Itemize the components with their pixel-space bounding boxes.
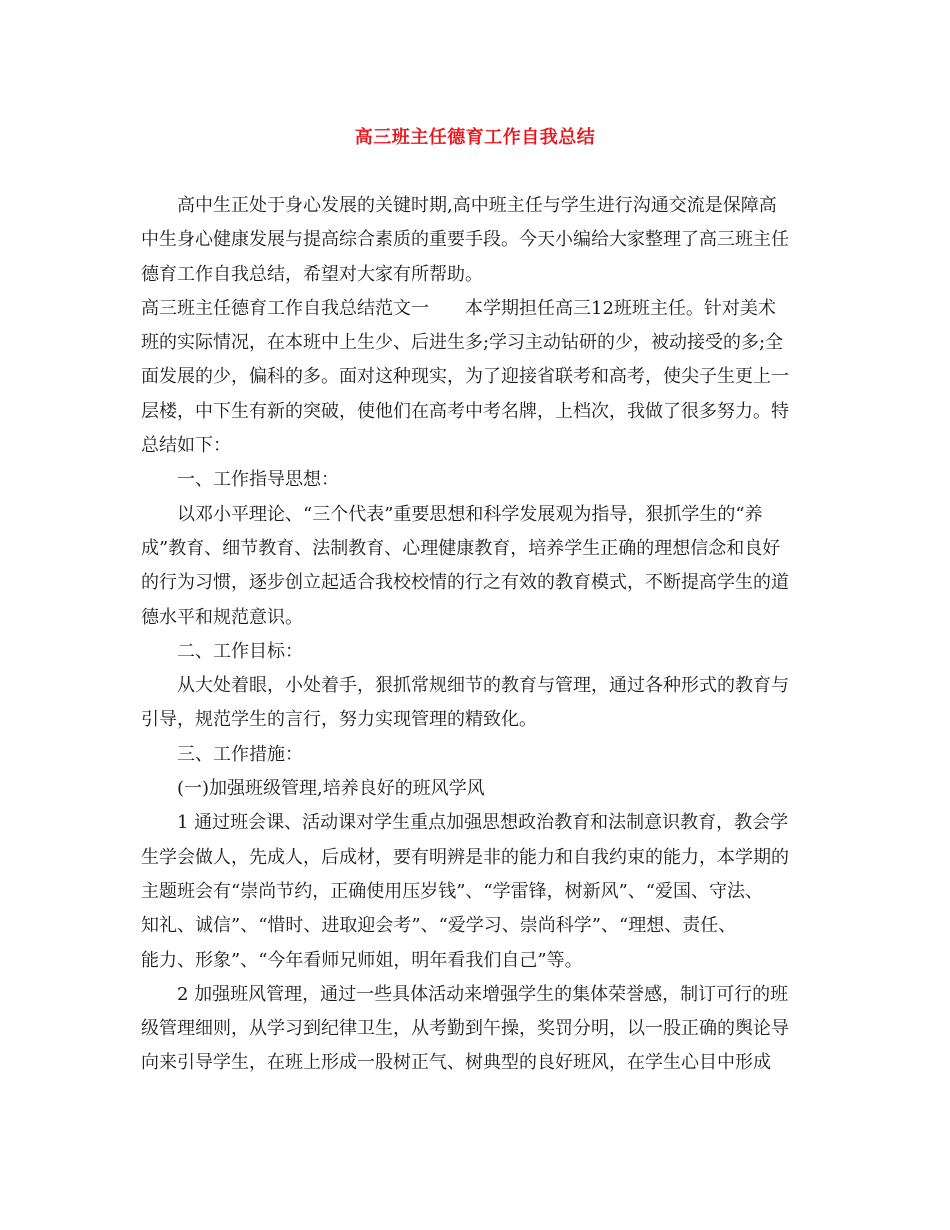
text-line: 高三班主任德育工作自我总结范文一 本学期担任高三12班班主任。针对美术 — [141, 297, 776, 319]
text-line: 级管理细则，从学习到纪律卫生，从考勤到午操，奖罚分明，以一股正确的舆论导 — [141, 1018, 789, 1040]
text-line: 1 通过班会课、活动课对学生重点加强思想政治教育和法制意识教育，教会学 — [177, 812, 789, 834]
text-line: 引导，规范学生的言行，努力实现管理的精致化。 — [141, 709, 537, 731]
text-line: 主题班会有“崇尚节约，正确使用压岁钱”、“学雷锋，树新风”、“爱国、守法、 — [141, 880, 764, 902]
text-line: 层楼，中下生有新的突破，使他们在高考中考名牌，上档次，我做了很多努力。特 — [141, 400, 789, 422]
text-line: 中生身心健康发展与提高综合素质的重要手段。今天小编给大家整理了高三班主任 — [141, 229, 789, 251]
text-line: 德水平和规范意识。 — [141, 606, 303, 628]
text-line: 2 加强班风管理，通过一些具体活动来增强学生的集体荣誉感，制订可行的班 — [177, 983, 789, 1005]
text-line: 知礼、诚信”、“惜时、进取迎会考”、“爱学习、崇尚科学”、“理想、责任、 — [141, 915, 737, 937]
text-line: 德育工作自我总结，希望对大家有所帮助。 — [141, 263, 483, 285]
text-line: 的行为习惯，逐步创立起适合我校校情的行之有效的教育模式，不断提高学生的道 — [141, 572, 789, 594]
text-line: 高中生正处于身心发展的关键时期,高中班主任与学生进行沟通交流是保障高 — [177, 195, 777, 216]
text-line: 能力、形象”、“今年看师兄师姐，明年看我们自己”等。 — [141, 949, 583, 971]
text-line: 从大处着眼，小处着手，狠抓常规细节的教育与管理，通过各种形式的教育与 — [177, 675, 789, 697]
text-line: 生学会做人，先成人，后成材，要有明辨是非的能力和自我约束的能力，本学期的 — [141, 846, 789, 868]
document-title: 高三班主任德育工作自我总结 — [354, 127, 596, 148]
text-line: 以邓小平理论、“三个代表”重要思想和科学发展观为指导，狠抓学生的“养 — [177, 503, 763, 525]
text-line: 三、工作措施： — [177, 743, 303, 765]
text-line: (一)加强班级管理,培养良好的班风学风 — [177, 778, 485, 800]
text-line: 二、工作目标： — [177, 640, 303, 662]
text-line: 面发展的少，偏科的多。面对这种现实，为了迎接省联考和高考，使尖子生更上一 — [141, 366, 789, 388]
text-line: 总结如下： — [141, 435, 231, 457]
text-line: 班的实际情况，在本班中上生少、后进生多;学习主动钻研的少，被动接受的多;全 — [141, 332, 784, 354]
text-line: 一、工作指导思想： — [177, 469, 339, 491]
text-line: 向来引导学生，在班上形成一股树正气、树典型的良好班风，在学生心目中形成 — [141, 1052, 771, 1074]
document-body — [141, 189, 813, 1081]
text-line: 成”教育、细节教育、法制教育、心理健康教育，培养学生正确的理想信念和良好 — [141, 537, 781, 559]
